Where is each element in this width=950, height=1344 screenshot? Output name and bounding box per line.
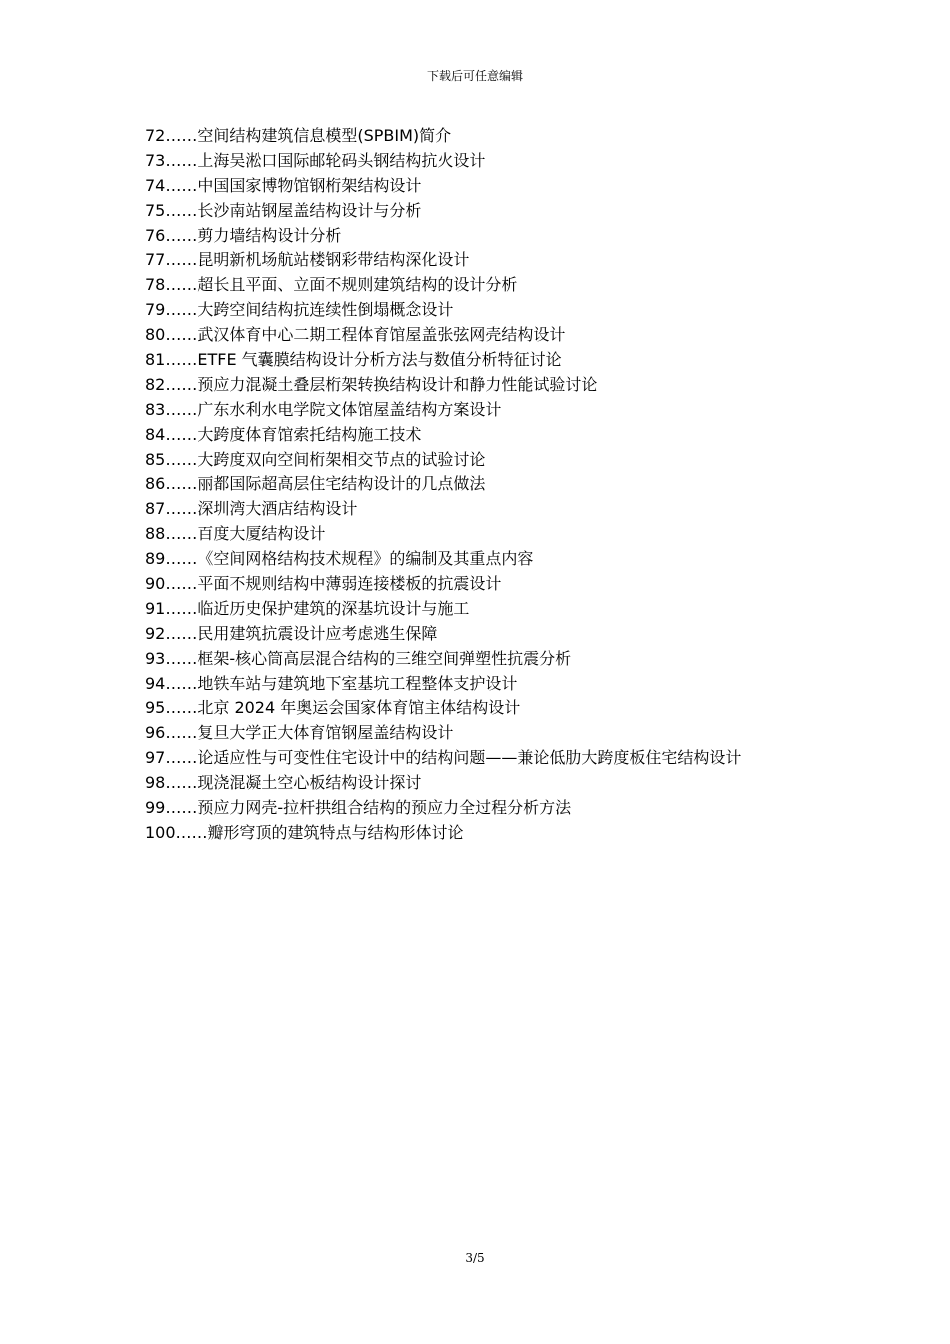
toc-entry	[145, 746, 905, 771]
toc-entry	[145, 224, 905, 249]
toc-entry-number: 98	[145, 773, 166, 793]
toc-entry-number: 74	[145, 175, 166, 195]
toc-leader-dots: ……	[175, 822, 208, 842]
toc-entry-title: 预应力网壳-拉杆拱组合结构的预应力全过程分析方法	[197, 798, 572, 818]
toc-leader-dots: ……	[165, 673, 198, 693]
toc-entry-title: 广东水利水电学院文体馆屋盖结构方案设计	[197, 399, 502, 419]
toc-entry	[145, 497, 905, 522]
toc-entry	[145, 472, 905, 497]
toc-entry-number: 72	[145, 126, 166, 145]
toc-entry	[145, 273, 905, 298]
toc-leader-dots: ……	[165, 598, 198, 618]
toc-entry	[145, 647, 905, 672]
toc-entry-title: 丽都国际超高层住宅结构设计的几点做法	[197, 474, 486, 494]
toc-entry-title: 预应力混凝土叠层桁架转换结构设计和静力性能试验讨论	[197, 374, 598, 394]
table-of-contents	[145, 124, 905, 846]
toc-entry-title: 现浇混凝土空心板结构设计探讨	[197, 773, 422, 793]
toc-entry	[145, 174, 905, 199]
toc-entry-title: 《空间网格结构技术规程》的编制及其重点内容	[197, 549, 534, 569]
toc-leader-dots: ……	[165, 225, 198, 245]
toc-entry-title: 复旦大学正大体育馆钢屋盖结构设计	[197, 723, 454, 743]
toc-entry-number: 95	[145, 698, 166, 718]
toc-leader-dots: ……	[165, 698, 198, 718]
toc-leader-dots: ……	[165, 175, 198, 195]
toc-leader-dots: ……	[165, 126, 198, 145]
toc-entry	[145, 199, 905, 224]
toc-leader-dots: ……	[165, 200, 198, 220]
toc-entry-number: 90	[145, 574, 166, 594]
toc-entry	[145, 721, 905, 746]
toc-entry-title: 上海吴淞口国际邮轮码头钢结构抗火设计	[197, 150, 486, 170]
toc-entry-title: 武汉体育中心二期工程体育馆屋盖张弦网壳结构设计	[197, 325, 566, 345]
toc-entry	[145, 373, 905, 398]
toc-entry-title: 地铁车站与建筑地下室基坑工程整体支护设计	[197, 673, 518, 693]
toc-entry-title: 深圳湾大酒店结构设计	[197, 499, 358, 519]
page-number: 3/5	[465, 1251, 485, 1265]
toc-entry	[145, 547, 905, 572]
toc-entry	[145, 423, 905, 448]
toc-entry-number: 84	[145, 424, 166, 444]
toc-entry-number: 96	[145, 723, 166, 743]
toc-entry-number: 97	[145, 748, 166, 768]
toc-leader-dots: ……	[165, 648, 198, 668]
toc-entry	[145, 124, 905, 149]
toc-entry	[145, 771, 905, 796]
toc-entry-title: 论适应性与可变性住宅设计中的结构问题——兼论低肋大跨度板住宅结构设计	[197, 748, 742, 768]
toc-leader-dots: ……	[165, 524, 198, 544]
toc-leader-dots: ……	[165, 449, 198, 469]
toc-entry-number: 78	[145, 275, 166, 295]
toc-entry	[145, 323, 905, 348]
toc-leader-dots: ……	[165, 623, 198, 643]
toc-entry-number: 86	[145, 474, 166, 494]
toc-entry-title: 大跨度体育馆索托结构施工技术	[197, 424, 422, 444]
toc-entry	[145, 398, 905, 423]
toc-leader-dots: ……	[165, 350, 198, 370]
toc-leader-dots: ……	[165, 150, 198, 170]
toc-entry	[145, 298, 905, 323]
toc-entry-title: 大跨度双向空间桁架相交节点的试验讨论	[197, 449, 486, 469]
toc-entry-number: 76	[145, 225, 166, 245]
toc-leader-dots: ……	[165, 399, 198, 419]
toc-entry-number: 93	[145, 648, 166, 668]
page-header: 下载后可任意编辑	[426, 69, 523, 83]
toc-entry-title: 框架-核心筒高层混合结构的三维空间弹塑性抗震分析	[197, 648, 572, 668]
toc-entry-title: 中国国家博物馆钢桁架结构设计	[197, 175, 422, 195]
toc-entry-number: 83	[145, 399, 166, 419]
toc-leader-dots: ……	[165, 798, 198, 818]
toc-entry-number: 73	[145, 150, 166, 170]
toc-leader-dots: ……	[165, 250, 198, 270]
toc-entry-number: 85	[145, 449, 166, 469]
toc-entry-title: ETFE 气囊膜结构设计分析方法与数值分析特征讨论	[197, 350, 562, 370]
toc-entry	[145, 622, 905, 647]
toc-entry-title: 民用建筑抗震设计应考虑逃生保障	[197, 623, 438, 643]
toc-entry-title: 剪力墙结构设计分析	[197, 225, 342, 245]
toc-leader-dots: ……	[165, 723, 198, 743]
toc-entry-number: 99	[145, 798, 166, 818]
toc-entry-title: 临近历史保护建筑的深基坑设计与施工	[197, 598, 470, 618]
toc-leader-dots: ……	[165, 574, 198, 594]
toc-leader-dots: ……	[165, 773, 198, 793]
toc-entry-number: 94	[145, 673, 166, 693]
toc-leader-dots: ……	[165, 499, 198, 519]
toc-entry-number: 81	[145, 350, 166, 370]
toc-entry-title: 空间结构建筑信息模型(SPBIM)简介	[197, 126, 452, 145]
toc-entry	[145, 448, 905, 473]
toc-entry	[145, 348, 905, 373]
toc-entry	[145, 149, 905, 174]
toc-entry	[145, 572, 905, 597]
toc-entry	[145, 672, 905, 697]
toc-leader-dots: ……	[165, 275, 198, 295]
toc-entry-number: 82	[145, 374, 166, 394]
toc-entry-number: 89	[145, 549, 166, 569]
toc-entry-title: 大跨空间结构抗连续性倒塌概念设计	[197, 300, 454, 320]
toc-entry-number: 87	[145, 499, 166, 519]
toc-leader-dots: ……	[165, 325, 198, 345]
toc-entry-title: 瓣形穹顶的建筑特点与结构形体讨论	[207, 822, 464, 842]
toc-entry-number: 91	[145, 598, 166, 618]
toc-entry-title: 昆明新机场航站楼钢彩带结构深化设计	[197, 250, 470, 270]
toc-leader-dots: ……	[165, 424, 198, 444]
toc-leader-dots: ……	[165, 300, 198, 320]
toc-entry-number: 77	[145, 250, 166, 270]
toc-entry	[145, 597, 905, 622]
toc-leader-dots: ……	[165, 549, 198, 569]
toc-entry	[145, 821, 905, 846]
toc-entry-number: 75	[145, 200, 166, 220]
toc-entry-number: 92	[145, 623, 166, 643]
toc-entry-number: 80	[145, 325, 166, 345]
toc-entry-title: 北京 2024 年奥运会国家体育馆主体结构设计	[197, 698, 521, 718]
toc-entry	[145, 796, 905, 821]
toc-entry	[145, 696, 905, 721]
toc-leader-dots: ……	[165, 374, 198, 394]
toc-entry	[145, 522, 905, 547]
toc-entry-number: 88	[145, 524, 166, 544]
toc-entry-title: 平面不规则结构中薄弱连接楼板的抗震设计	[197, 574, 502, 594]
toc-entry-number: 79	[145, 300, 166, 320]
toc-entry	[145, 248, 905, 273]
toc-entry-number: 100	[145, 822, 176, 842]
toc-leader-dots: ……	[165, 748, 198, 768]
toc-entry-title: 长沙南站钢屋盖结构设计与分析	[197, 200, 422, 220]
toc-leader-dots: ……	[165, 474, 198, 494]
toc-entry-title: 超长且平面、立面不规则建筑结构的设计分析	[197, 275, 518, 295]
toc-entry-title: 百度大厦结构设计	[197, 524, 326, 544]
